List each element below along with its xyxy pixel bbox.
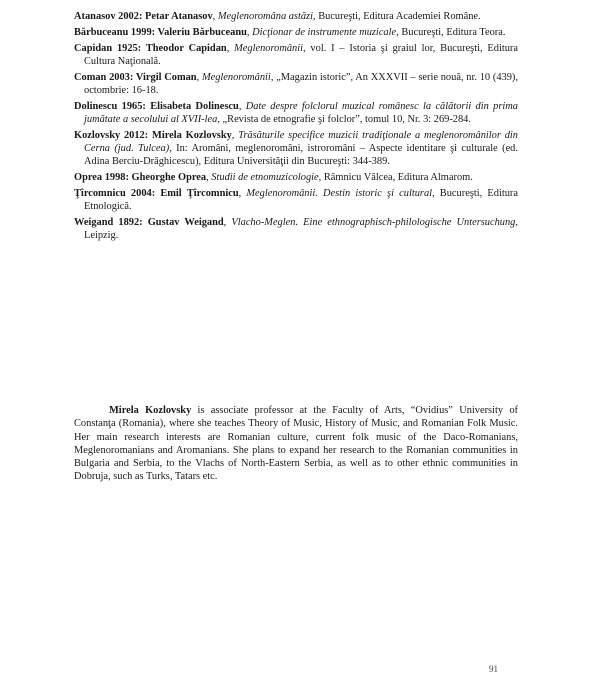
reference-author: Dolinescu 1965: Elisabeta Dolinescu <box>74 101 239 112</box>
reference-details: , Leipzig. <box>84 217 518 241</box>
reference-author: Bărbuceanu 1999: Valeriu Bărbuceanu <box>74 27 247 38</box>
page-number: 91 <box>489 664 498 674</box>
bio-text: is associate professor at the Faculty of Arts, “Ovidius” University of Constanţa (Romania), where she teaches Theory of Music, History of Music, and Romanian Folk Music. Her main research interests are Romanian culture, current folk music of the Daco-Romanians, Meglenoromanians and Aromanians. She plans to expand her research to the Romanian communities in Bulgaria and Serbia, to the Vlachs of North-Eastern Serbia, as well as to other ethnic communities in Dobruja, such as Turks, Tatars etc. <box>74 405 518 483</box>
reference-title: Meglenoromânii. Destin istoric şi cultural <box>246 188 433 199</box>
reference-title: Studii de etnomuzicologie <box>211 172 319 183</box>
reference-title: Date despre folclorul muzical românesc la călătorii din prima jumătate a secolului al XVII-lea <box>84 101 518 125</box>
reference-details: , Bucureşti, Editura Etnologică. <box>84 188 518 212</box>
reference-entry: Bărbuceanu 1999: Valeriu Bărbuceanu, Dicţionar de instrumente muzicale, Bucureşti, Editura Teora. <box>74 27 506 38</box>
reference-entry: Kozlovsky 2012: Mirela Kozlovsky, Trăsăturile specifice muzicii tradiţionale a meglenoromânilor din Cerna (jud. Tulcea), In: Aromâni, meglenoromâni, istroromâni – Aspecte identitare şi culturale (ed. Adina Berciu-Drăghicescu), Editura Universităţii din Bucureşti: 344-389. <box>74 130 518 167</box>
bio-author-name: Mirela Kozlovsky <box>109 405 192 416</box>
reference-author: Weigand 1892: Gustav Weigand <box>74 217 224 228</box>
reference-author: Oprea 1998: Gheorghe Oprea <box>74 172 207 183</box>
reference-title: Trăsăturile specifice muzicii tradiţionale a meglenoromânilor din Cerna (jud. Tulcea) <box>84 130 518 154</box>
reference-entry: Oprea 1998: Gheorghe Oprea, Studii de etnomuzicologie, Râmnicu Vâlcea, Editura Almarom. <box>74 172 473 183</box>
reference-author: Atanasov 2002: Petar Atanasov <box>74 11 213 22</box>
reference-entry: Ţîrcomnicu 2004: Emil Ţîrcomnicu, Meglenoromânii. Destin istoric şi cultural, Bucureşti, Editura Etnologică. <box>74 188 518 212</box>
reference-entry: Capidan 1925: Theodor Capidan, Meglenoromânii, vol. I – Istoria şi graiul lor, Bucureşti, Editura Cultura Naţională. <box>74 43 519 67</box>
reference-title: Dicţionar de instrumente muzicale <box>252 27 397 38</box>
reference-entry: Coman 2003: Virgil Coman, Meglenoromânii, „Magazin istoric”, An XXXVII – serie nouă, nr. 10 (439), octombrie: 16-18. <box>74 72 518 96</box>
reference-details: , vol. I – Istoria şi graiul lor, Bucureşti, Editura Cultura Naţională. <box>84 43 519 67</box>
reference-author: Coman 2003: Virgil Coman <box>74 72 197 83</box>
reference-title: Meglenoromâna astăzi <box>217 11 313 22</box>
bibliography <box>74 10 518 245</box>
reference-details: , „Magazin istoric”, An XXXVII – serie nouă, nr. 10 (439), octombrie: 16-18. <box>84 72 518 96</box>
author-bio <box>74 404 518 484</box>
reference-entry: Weigand 1892: Gustav Weigand, Vlacho-Meglen. Eine ethnographisch-philologische Untersuchung, Leipzig. <box>74 217 518 241</box>
reference-author: Ţîrcomnicu 2004: Emil Ţîrcomnicu <box>74 188 239 199</box>
reference-entry: Dolinescu 1965: Elisabeta Dolinescu, Date despre folclorul muzical românesc la călătorii din prima jumătate a secolului al XVII-lea, „Revista de etnografie şi folclor”, tomul 10, Nr. 3: 269-284. <box>74 101 518 125</box>
reference-details: , Bucureşti, Editura Academiei Române. <box>313 11 481 22</box>
reference-title: Meglenoromânii <box>234 43 303 54</box>
reference-details: , In: Aromâni, meglenoromâni, istroromâni – Aspecte identitare şi culturale (ed. Adina Berciu-Drăghicescu), Editura Universităţii din Bucureşti: 344-389. <box>84 143 518 167</box>
reference-title: Meglenoromânii <box>201 72 271 83</box>
reference-details: , „Revista de etnografie şi folclor”, tomul 10, Nr. 3: 269-284. <box>217 114 471 125</box>
reference-title: Vlacho-Meglen. Eine ethnographisch-philologische Untersuchung <box>231 217 516 228</box>
reference-details: , Bucureşti, Editura Teora. <box>396 27 506 38</box>
reference-author: Capidan 1925: Theodor Capidan <box>74 43 227 54</box>
reference-entry: Atanasov 2002: Petar Atanasov, Meglenoromâna astăzi, Bucureşti, Editura Academiei Române. <box>74 11 481 22</box>
reference-details: , Râmnicu Vâlcea, Editura Almarom. <box>318 172 473 183</box>
reference-author: Kozlovsky 2012: Mirela Kozlovsky <box>74 130 232 141</box>
